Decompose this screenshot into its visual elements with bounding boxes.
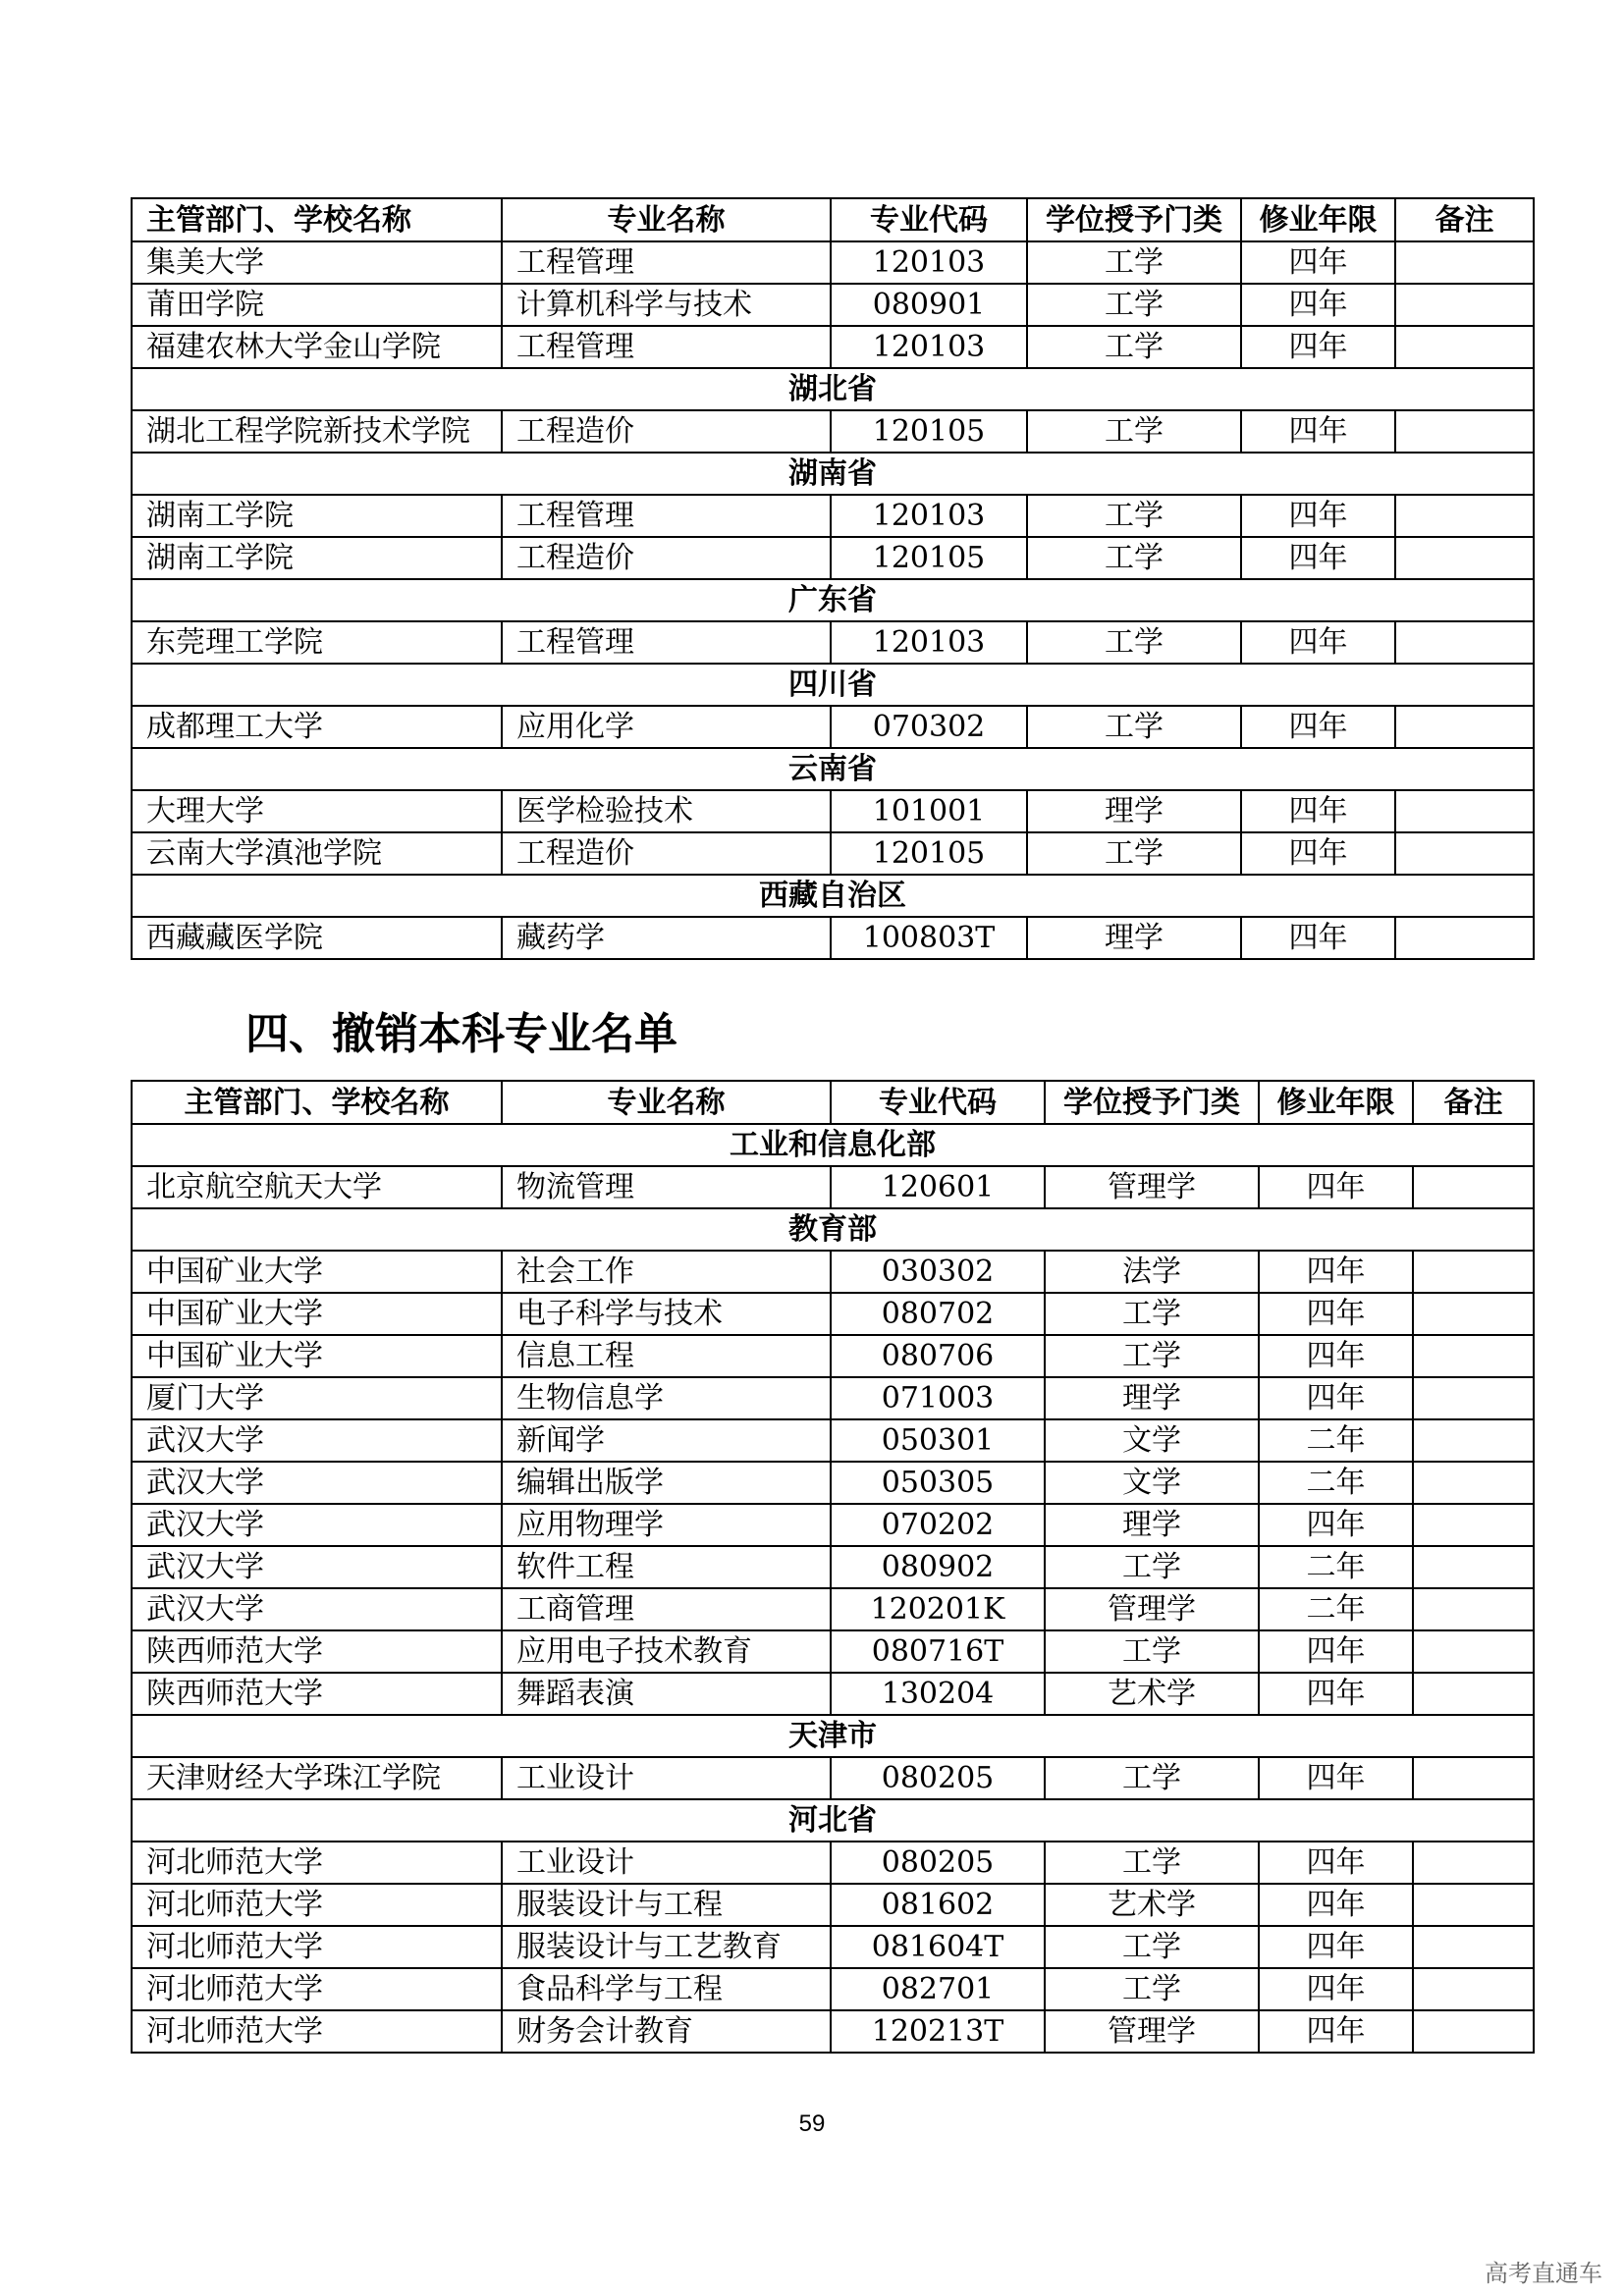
major-cell: 工业设计 [502,1757,831,1799]
table-row [132,1884,1534,1926]
major-cell: 服装设计与工程 [502,1884,831,1926]
code-cell: 081604T [831,1926,1045,1968]
code-cell: 081602 [831,1884,1045,1926]
note-cell [1413,1293,1534,1335]
years-cell: 四年 [1241,241,1395,284]
major-cell: 服装设计与工艺教育 [502,1926,831,1968]
major-cell: 工程管理 [502,621,831,664]
code-cell: 070302 [831,706,1027,748]
degree-cell: 管理学 [1045,2010,1259,2053]
note-cell [1413,1251,1534,1293]
table-row [132,621,1534,664]
code-cell: 130204 [831,1673,1045,1715]
school-cell: 河北师范大学 [132,1926,502,1968]
region-label: 云南省 [132,748,1534,790]
code-cell: 082701 [831,1968,1045,2010]
region-row [132,453,1534,495]
years-cell: 四年 [1259,1968,1413,2010]
years-cell: 二年 [1259,1546,1413,1588]
years-cell: 四年 [1241,790,1395,832]
table-row [132,284,1534,326]
note-cell [1413,2010,1534,2053]
school-cell: 云南大学滇池学院 [132,832,502,875]
note-cell [1395,326,1534,368]
years-cell: 四年 [1241,326,1395,368]
table-row [132,1504,1534,1546]
revoked-majors-table [131,1080,1535,2054]
header-cell: 专业代码 [831,1081,1045,1124]
region-label: 工业和信息化部 [132,1124,1534,1166]
note-cell [1413,1166,1534,1208]
major-cell: 社会工作 [502,1251,831,1293]
major-cell: 生物信息学 [502,1377,831,1419]
table-row [132,1251,1534,1293]
table-row [132,537,1534,579]
school-cell: 中国矿业大学 [132,1335,502,1377]
school-cell: 陕西师范大学 [132,1630,502,1673]
table-row [132,1588,1534,1630]
header-cell: 主管部门、学校名称 [132,1081,502,1124]
degree-cell: 工学 [1027,537,1241,579]
degree-cell: 工学 [1045,1293,1259,1335]
degree-cell: 艺术学 [1045,1884,1259,1926]
years-cell: 四年 [1259,1757,1413,1799]
degree-cell: 工学 [1045,1926,1259,1968]
school-cell: 河北师范大学 [132,1968,502,2010]
degree-cell: 理学 [1027,790,1241,832]
note-cell [1395,706,1534,748]
degree-cell: 文学 [1045,1419,1259,1462]
note-cell [1413,1757,1534,1799]
major-cell: 工程管理 [502,241,831,284]
school-cell: 河北师范大学 [132,1842,502,1884]
major-cell: 编辑出版学 [502,1462,831,1504]
degree-cell: 理学 [1045,1504,1259,1546]
major-cell: 医学检验技术 [502,790,831,832]
major-cell: 藏药学 [502,917,831,959]
code-cell: 050301 [831,1419,1045,1462]
table-row [132,790,1534,832]
degree-cell: 工学 [1045,1546,1259,1588]
note-cell [1413,1504,1534,1546]
years-cell: 四年 [1259,1884,1413,1926]
note-cell [1413,1926,1534,1968]
header-cell: 学位授予门类 [1027,198,1241,241]
header-cell: 专业名称 [502,1081,831,1124]
school-cell: 莆田学院 [132,284,502,326]
years-cell: 二年 [1259,1419,1413,1462]
page-number: 59 [798,2110,826,2137]
header-row [132,1081,1534,1124]
region-label: 天津市 [132,1715,1534,1757]
school-cell: 武汉大学 [132,1588,502,1630]
years-cell: 四年 [1241,537,1395,579]
header-cell: 修业年限 [1241,198,1395,241]
table-row [132,1968,1534,2010]
years-cell: 四年 [1241,495,1395,537]
code-cell: 080716T [831,1630,1045,1673]
code-cell: 080205 [831,1842,1045,1884]
school-cell: 武汉大学 [132,1462,502,1504]
region-label: 湖北省 [132,368,1534,410]
region-label: 湖南省 [132,453,1534,495]
table-row [132,2010,1534,2053]
code-cell: 100803T [831,917,1027,959]
section-title: 四、撤销本科专业名单 [245,1009,677,1059]
school-cell: 河北师范大学 [132,2010,502,2053]
header-cell: 备注 [1395,198,1534,241]
code-cell: 120103 [831,621,1027,664]
region-label: 广东省 [132,579,1534,621]
code-cell: 080706 [831,1335,1045,1377]
school-cell: 湖北工程学院新技术学院 [132,410,502,453]
note-cell [1413,1462,1534,1504]
years-cell: 二年 [1259,1462,1413,1504]
major-cell: 工程管理 [502,326,831,368]
region-row [132,748,1534,790]
major-cell: 应用电子技术教育 [502,1630,831,1673]
table-row [132,1166,1534,1208]
table-row [132,832,1534,875]
school-cell: 湖南工学院 [132,537,502,579]
table-row [132,1419,1534,1462]
note-cell [1395,621,1534,664]
major-cell: 工程造价 [502,537,831,579]
years-cell: 四年 [1259,1251,1413,1293]
table-row [132,326,1534,368]
school-cell: 北京航空航天大学 [132,1166,502,1208]
years-cell: 四年 [1241,706,1395,748]
degree-cell: 法学 [1045,1251,1259,1293]
table-row [132,1335,1534,1377]
region-row [132,1715,1534,1757]
degree-cell: 工学 [1045,1335,1259,1377]
code-cell: 120105 [831,537,1027,579]
table-row [132,410,1534,453]
code-cell: 050305 [831,1462,1045,1504]
code-cell: 080902 [831,1546,1045,1588]
code-cell: 030302 [831,1251,1045,1293]
table-row [132,1842,1534,1884]
degree-cell: 管理学 [1045,1588,1259,1630]
note-cell [1395,537,1534,579]
degree-cell: 工学 [1027,284,1241,326]
header-cell: 修业年限 [1259,1081,1413,1124]
major-cell: 新闻学 [502,1419,831,1462]
note-cell [1413,1588,1534,1630]
years-cell: 四年 [1259,1335,1413,1377]
code-cell: 120103 [831,241,1027,284]
note-cell [1395,832,1534,875]
note-cell [1413,1884,1534,1926]
school-cell: 河北师范大学 [132,1884,502,1926]
note-cell [1413,1630,1534,1673]
table-row [132,241,1534,284]
school-cell: 武汉大学 [132,1504,502,1546]
region-row [132,368,1534,410]
major-cell: 工程造价 [502,410,831,453]
code-cell: 080205 [831,1757,1045,1799]
major-cell: 信息工程 [502,1335,831,1377]
header-cell: 专业名称 [502,198,831,241]
degree-cell: 工学 [1045,1842,1259,1884]
code-cell: 070202 [831,1504,1045,1546]
code-cell: 080901 [831,284,1027,326]
code-cell: 120201K [831,1588,1045,1630]
table-row [132,1377,1534,1419]
degree-cell: 工学 [1045,1757,1259,1799]
table-row [132,706,1534,748]
major-cell: 财务会计教育 [502,2010,831,2053]
region-label: 四川省 [132,664,1534,706]
approved-majors-table [131,197,1535,960]
years-cell: 四年 [1259,1673,1413,1715]
note-cell [1413,1419,1534,1462]
region-row [132,579,1534,621]
school-cell: 武汉大学 [132,1419,502,1462]
code-cell: 120103 [831,495,1027,537]
years-cell: 四年 [1259,1926,1413,1968]
degree-cell: 工学 [1045,1630,1259,1673]
major-cell: 软件工程 [502,1546,831,1588]
table2-body [132,1081,1534,2053]
school-cell: 中国矿业大学 [132,1293,502,1335]
degree-cell: 理学 [1027,917,1241,959]
watermark: 高考直通车 [1485,2260,1602,2287]
school-cell: 中国矿业大学 [132,1251,502,1293]
note-cell [1413,1673,1534,1715]
school-cell: 天津财经大学珠江学院 [132,1757,502,1799]
major-cell: 电子科学与技术 [502,1293,831,1335]
table-row [132,1462,1534,1504]
table-row [132,1546,1534,1588]
table-row [132,1673,1534,1715]
code-cell: 071003 [831,1377,1045,1419]
degree-cell: 工学 [1027,241,1241,284]
region-label: 西藏自治区 [132,875,1534,917]
degree-cell: 文学 [1045,1462,1259,1504]
note-cell [1413,1546,1534,1588]
years-cell: 四年 [1259,1293,1413,1335]
degree-cell: 工学 [1027,621,1241,664]
code-cell: 120213T [831,2010,1045,2053]
note-cell [1395,284,1534,326]
note-cell [1413,1377,1534,1419]
region-row [132,1124,1534,1166]
note-cell [1395,241,1534,284]
years-cell: 四年 [1241,917,1395,959]
degree-cell: 工学 [1027,832,1241,875]
major-cell: 舞蹈表演 [502,1673,831,1715]
years-cell: 四年 [1241,832,1395,875]
region-label: 教育部 [132,1208,1534,1251]
region-row [132,664,1534,706]
note-cell [1413,1842,1534,1884]
years-cell: 四年 [1241,410,1395,453]
degree-cell: 工学 [1027,495,1241,537]
years-cell: 四年 [1259,2010,1413,2053]
major-cell: 应用物理学 [502,1504,831,1546]
major-cell: 应用化学 [502,706,831,748]
degree-cell: 理学 [1045,1377,1259,1419]
table-row [132,917,1534,959]
table-row [132,1630,1534,1673]
degree-cell: 工学 [1045,1968,1259,2010]
code-cell: 080702 [831,1293,1045,1335]
table-row [132,1293,1534,1335]
major-cell: 工程造价 [502,832,831,875]
degree-cell: 工学 [1027,326,1241,368]
table-row [132,1926,1534,1968]
table-row [132,495,1534,537]
major-cell: 物流管理 [502,1166,831,1208]
years-cell: 四年 [1241,284,1395,326]
header-cell: 专业代码 [831,198,1027,241]
header-cell: 主管部门、学校名称 [132,198,502,241]
degree-cell: 工学 [1027,410,1241,453]
years-cell: 四年 [1259,1504,1413,1546]
degree-cell: 管理学 [1045,1166,1259,1208]
region-row [132,1799,1534,1842]
note-cell [1413,1335,1534,1377]
years-cell: 二年 [1259,1588,1413,1630]
school-cell: 福建农林大学金山学院 [132,326,502,368]
major-cell: 计算机科学与技术 [502,284,831,326]
school-cell: 厦门大学 [132,1377,502,1419]
note-cell [1395,790,1534,832]
major-cell: 工程管理 [502,495,831,537]
years-cell: 四年 [1259,1377,1413,1419]
region-row [132,1208,1534,1251]
table-row [132,1757,1534,1799]
degree-cell: 工学 [1027,706,1241,748]
code-cell: 120105 [831,832,1027,875]
table1-body [132,198,1534,959]
school-cell: 成都理工大学 [132,706,502,748]
note-cell [1395,410,1534,453]
years-cell: 四年 [1259,1842,1413,1884]
school-cell: 集美大学 [132,241,502,284]
note-cell [1395,917,1534,959]
code-cell: 120601 [831,1166,1045,1208]
code-cell: 120103 [831,326,1027,368]
major-cell: 工商管理 [502,1588,831,1630]
header-cell: 备注 [1413,1081,1534,1124]
school-cell: 陕西师范大学 [132,1673,502,1715]
school-cell: 东莞理工学院 [132,621,502,664]
code-cell: 101001 [831,790,1027,832]
years-cell: 四年 [1259,1166,1413,1208]
region-label: 河北省 [132,1799,1534,1842]
header-row [132,198,1534,241]
note-cell [1413,1968,1534,2010]
years-cell: 四年 [1259,1630,1413,1673]
school-cell: 湖南工学院 [132,495,502,537]
degree-cell: 艺术学 [1045,1673,1259,1715]
note-cell [1395,495,1534,537]
major-cell: 工业设计 [502,1842,831,1884]
school-cell: 西藏藏医学院 [132,917,502,959]
header-cell: 学位授予门类 [1045,1081,1259,1124]
major-cell: 食品科学与工程 [502,1968,831,2010]
code-cell: 120105 [831,410,1027,453]
school-cell: 大理大学 [132,790,502,832]
school-cell: 武汉大学 [132,1546,502,1588]
years-cell: 四年 [1241,621,1395,664]
region-row [132,875,1534,917]
